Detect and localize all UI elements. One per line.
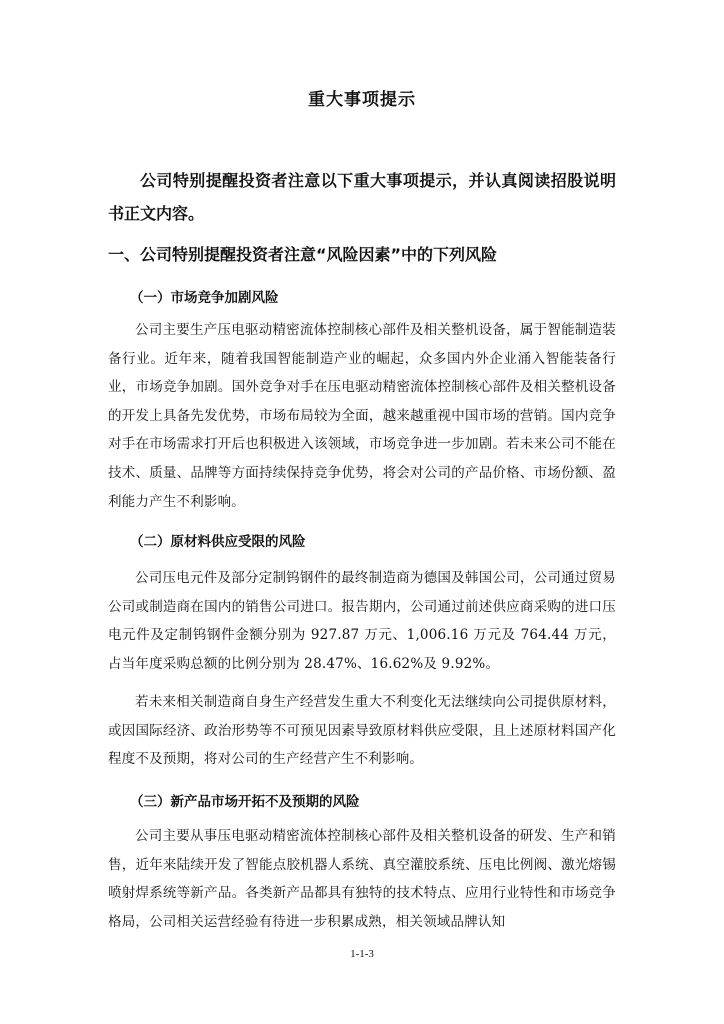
paragraph-new-product-market: 公司主要从事压电驱动精密流体控制核心部件及相关整机设备的研发、生产和销售，近年来陆续开发了智能点胶机器人系统、真空灌胶系统、压电比例阀、激光熔锡喷射焊系统等新产品。各类新产品都具有独特的技术特点、应用行业特性和市场竞争格局，公司相关运营经验有待进一步积累成熟，相关领域品牌认知 <box>108 828 616 930</box>
paragraph-raw-material-impact: 若未来相关制造商自身生产经营发生重大不利变化无法继续向公司提供原材料，或因国际经济、政治形势等不可预见因素导致原材料供应受限，且上述原材料国产化程度不及预期，将对公司的生产经营产生不利影响。 <box>108 694 616 768</box>
section-heading-risk-factors: 一、公司特别提醒投资者注意“风险因素”中的下列风险 <box>108 245 498 264</box>
document-title: 重大事项提示 <box>308 90 416 110</box>
page-number: 1-1-3 <box>350 948 374 960</box>
paragraph-raw-material-suppliers: 公司压电元件及部分定制钨钢件的最终制造商为德国及韩国公司，公司通过贸易公司或制造商在国内的销售公司进口。报告期内，公司通过前述供应商采购的进口压电元件及定制钨钢件金额分别为 927.87 万元、1,006.16 万元及 764.44 万元，占当年度采购总额的比例分别为 28.47%、16.62%及 9.92%。 <box>108 570 616 672</box>
document-page <box>108 0 616 1024</box>
risk-heading-raw-material-supply: （二）原材料供应受限的风险 <box>130 534 306 550</box>
risk-heading-market-competition: （一）市场竞争加剧风险 <box>130 290 279 306</box>
risk-heading-new-product-market: （三）新产品市场开拓不及预期的风险 <box>130 794 360 810</box>
paragraph-market-competition: 公司主要生产压电驱动精密流体控制核心部件及相关整机设备，属于智能制造装备行业。近年来，随着我国智能制造产业的崛起，众多国内外企业涌入智能装备行业，市场竞争加剧。国外竞争对手在压电驱动精密流体控制核心部件及相关整机设备的开发上具备先发优势，市场布局较为全面，越来越重视中国市场的营销。国内竞争对手在市场需求打开后也积极进入该领域，市场竞争进一步加剧。若未来公司不能在技术、质量、品牌等方面持续保持竞争优势，将会对公司的产品价格、市场份额、盈利能力产生不利影响。 <box>108 322 616 510</box>
lead-paragraph: 公司特别提醒投资者注意以下重大事项提示，并认真阅读招股说明书正文内容。 <box>108 171 616 223</box>
